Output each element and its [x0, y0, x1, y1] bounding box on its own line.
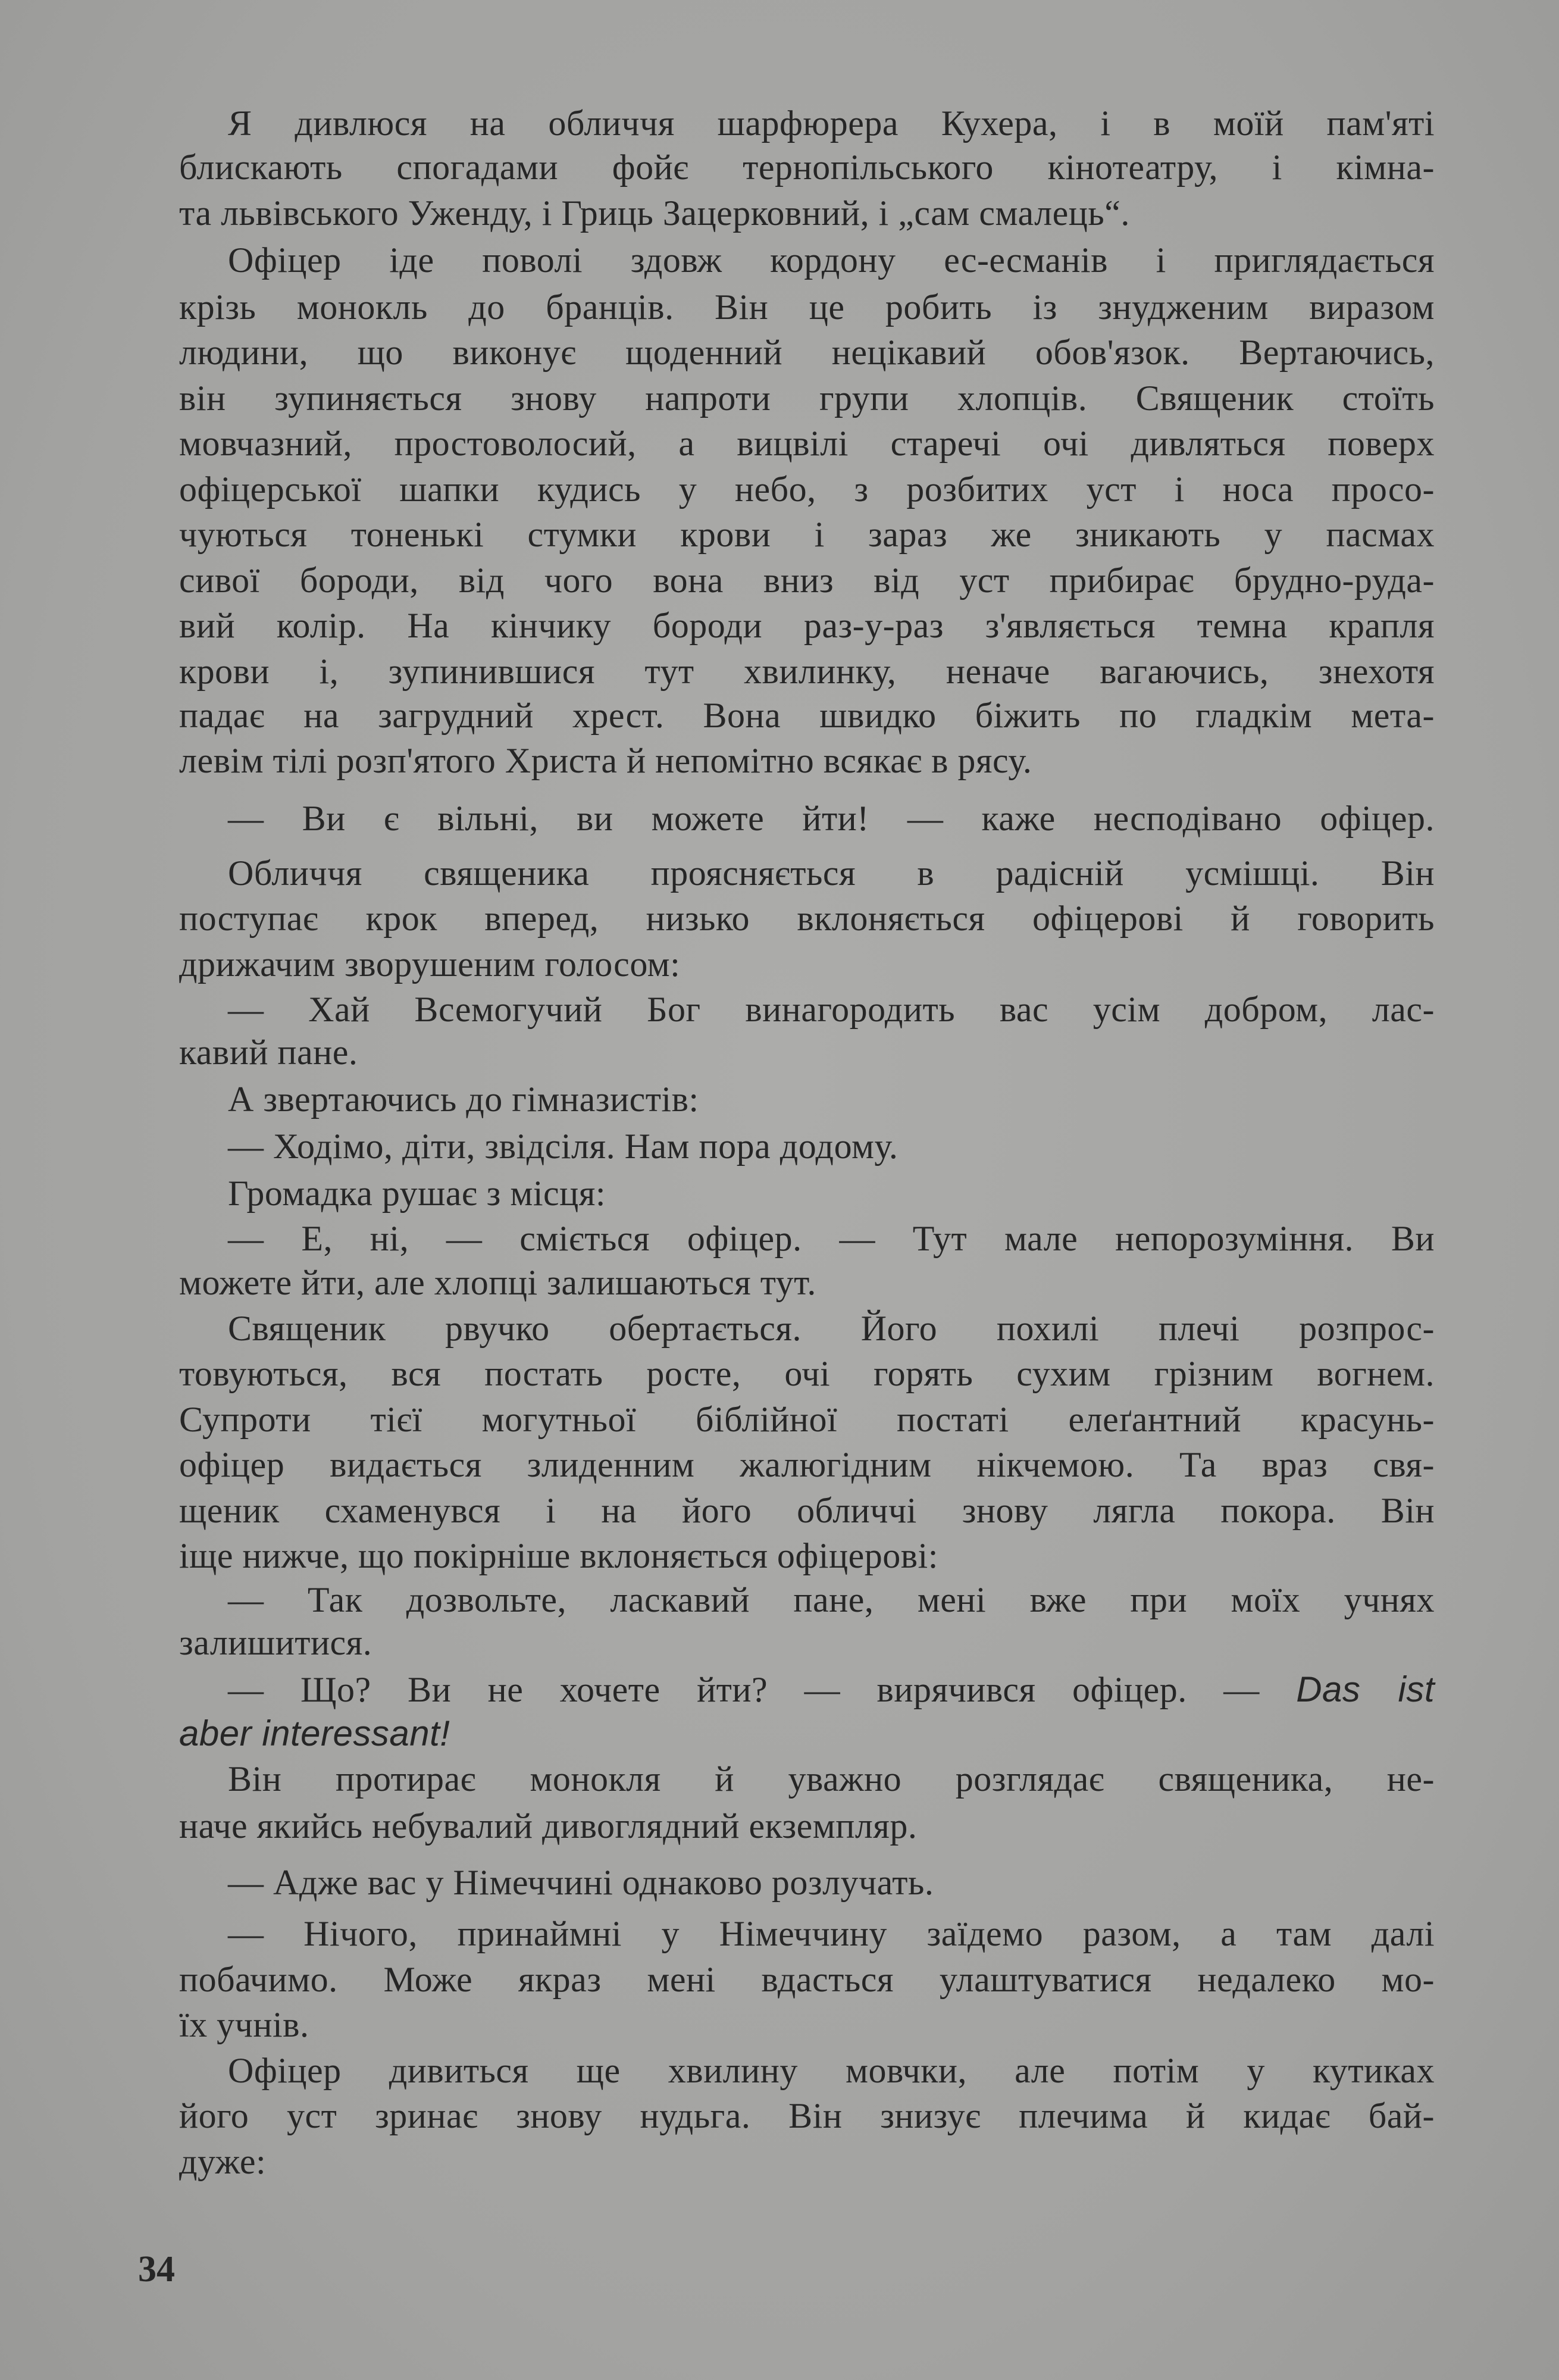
italic-text-segment: aber interessant! — [179, 1713, 450, 1753]
text-line — [228, 1171, 1435, 1216]
text-line — [179, 942, 1435, 987]
text-segment: блискають спогадами фойє тернопільського кінотеатру, і кімна- — [179, 148, 1435, 187]
text-line — [179, 467, 1435, 512]
text-segment: іще нижче, що покірніше вклоняється офіцерові: — [179, 1536, 938, 1575]
text-segment: мовчазний, простоволосий, а вицвілі старечі очі дивляться поверх — [179, 424, 1435, 463]
page-number: 34 — [138, 2249, 175, 2290]
text-line — [228, 1667, 1435, 1712]
text-line — [179, 190, 1435, 236]
text-segment: — Ви є вільні, ви можете йти! — каже несподівано офіцер. — [228, 799, 1435, 838]
text-line — [179, 145, 1435, 190]
text-segment: він зупиняється знову напроти групи хлопців. Священик стоїть — [179, 379, 1435, 418]
text-line — [228, 237, 1435, 283]
text-line — [228, 796, 1435, 841]
text-segment: — Нічого, принаймні у Німеччину заїдемо разом, а там далі — [228, 1914, 1435, 1953]
text-line — [228, 987, 1435, 1032]
text-line — [179, 896, 1435, 941]
text-line — [228, 1124, 1435, 1169]
text-line — [179, 1533, 1435, 1578]
text-line — [228, 1306, 1435, 1351]
text-segment: поступає крок вперед, низько вклоняється офіцерові й говорить — [179, 899, 1435, 938]
text-line — [179, 1803, 1435, 1849]
text-segment: Він протирає монокля й уважно розглядає священика, не- — [228, 1759, 1435, 1799]
text-line — [179, 1397, 1435, 1442]
text-segment: крови і, зупинившися тут хвилинку, неначе вагаючись, знехотя — [179, 652, 1435, 691]
text-segment: Я дивлюся на обличчя шарфюрера Кухера, і в моїй пам'яті — [228, 104, 1435, 143]
text-segment: дуже: — [179, 2142, 267, 2181]
text-line — [228, 2048, 1435, 2093]
text-segment: падає на загрудний хрест. Вона швидко біжить по гладкім мета- — [179, 696, 1435, 735]
text-segment: — Так дозвольте, ласкавий пане, мені вже при моїх учнях — [228, 1580, 1435, 1619]
text-line — [179, 512, 1435, 557]
text-segment: побачимо. Може якраз мені вдасться улаштуватися недалеко мо- — [179, 1960, 1435, 1999]
text-line — [179, 1351, 1435, 1396]
text-segment: Обличчя священика проясняється в радісній усмішці. Він — [228, 853, 1435, 893]
text-line — [179, 421, 1435, 466]
text-line — [179, 1711, 1435, 1756]
text-segment: офіцер видається злиденним жалюгідним нікчемою. Та враз свя- — [179, 1445, 1435, 1484]
text-segment: сивої бороди, від чого вона вниз від уст прибирає брудно-руда- — [179, 561, 1435, 600]
text-segment: можете йти, але хлопці залишаються тут. — [179, 1263, 816, 1302]
text-segment: Громадка рушає з місця: — [228, 1174, 606, 1213]
text-segment: Супроти тієї могутньої біблійної постаті елеґантний красунь- — [179, 1400, 1435, 1439]
text-line — [179, 649, 1435, 694]
text-line — [179, 2093, 1435, 2138]
text-line — [179, 1442, 1435, 1487]
text-segment: кавий пане. — [179, 1033, 358, 1072]
text-segment: наче якийсь небувалий дивоглядний екземпляр. — [179, 1806, 918, 1846]
text-segment: — Ходімо, діти, звідсіля. Нам пора додому. — [228, 1127, 899, 1166]
text-segment: — Адже вас у Німеччині однаково розлучать. — [228, 1863, 934, 1902]
text-line — [179, 1260, 1435, 1305]
text-line — [179, 284, 1435, 330]
text-line — [179, 693, 1435, 738]
text-line — [179, 330, 1435, 375]
text-line — [228, 1216, 1435, 1261]
text-segment: вий колір. На кінчику бороди раз-у-раз з'являється темна крапля — [179, 606, 1435, 645]
text-line — [179, 2002, 1435, 2047]
text-segment: офіцерської шапки кудись у небо, з розбитих уст і носа просо- — [179, 470, 1435, 509]
text-segment: чуються тоненькі стумки крови і зараз же зникають у пасмах — [179, 515, 1435, 554]
text-segment: товуються, вся постать росте, очі горять сухим грізним вогнем. — [179, 1354, 1435, 1393]
text-line — [179, 558, 1435, 603]
italic-text-segment: Das ist — [1296, 1669, 1435, 1709]
text-segment: їх учнів. — [179, 2005, 309, 2044]
text-segment: левім тілі розп'ятого Христа й непомітно всякає в рясу. — [179, 741, 1032, 780]
text-line — [179, 1957, 1435, 2002]
text-segment: — Е, ні, — сміється офіцер. — Тут мале непорозуміння. Ви — [228, 1219, 1435, 1258]
text-line — [179, 2139, 1435, 2184]
text-segment: дрижачим зворушеним голосом: — [179, 945, 681, 984]
text-segment: щеник схаменувся і на його обличчі знову лягла покора. Він — [179, 1491, 1435, 1530]
text-segment: людини, що виконує щоденний нецікавий обов'язок. Вертаючись, — [179, 333, 1435, 372]
text-line — [179, 1620, 1435, 1665]
text-segment: та львівського Уженду, і Гриць Зацерковний, і „сам смалець“. — [179, 193, 1130, 233]
text-line — [228, 101, 1435, 146]
text-line — [179, 1488, 1435, 1533]
text-segment: Офіцер іде поволі здовж кордону ес-есманів і приглядається — [228, 240, 1435, 280]
text-line — [228, 1911, 1435, 1956]
text-line — [228, 1756, 1435, 1802]
text-line — [179, 1030, 1435, 1075]
text-segment: залишитися. — [179, 1623, 372, 1662]
text-line — [228, 850, 1435, 896]
text-line — [228, 1860, 1435, 1905]
text-line — [179, 376, 1435, 421]
text-line — [179, 603, 1435, 648]
text-segment: — Що? Ви не хочете йти? — вирячився офіцер. — — [228, 1670, 1297, 1709]
text-line — [228, 1077, 1435, 1122]
text-segment: Священик рвучко обертається. Його похилі плечі розпрос- — [228, 1309, 1435, 1348]
text-segment: — Хай Всемогучий Бог винагородить вас усім добром, лас- — [228, 990, 1435, 1029]
text-segment: його уст зринає знову нудьга. Він знизує плечима й кидає бай- — [179, 2096, 1435, 2135]
text-line — [179, 738, 1435, 783]
text-segment: Офіцер дивиться ще хвилину мовчки, але потім у кутиках — [228, 2051, 1435, 2090]
text-segment: крізь монокль до бранців. Він це робить із знудженим виразом — [179, 287, 1435, 327]
text-line — [228, 1577, 1435, 1622]
text-segment: А звертаючись до гімназистів: — [228, 1080, 699, 1119]
